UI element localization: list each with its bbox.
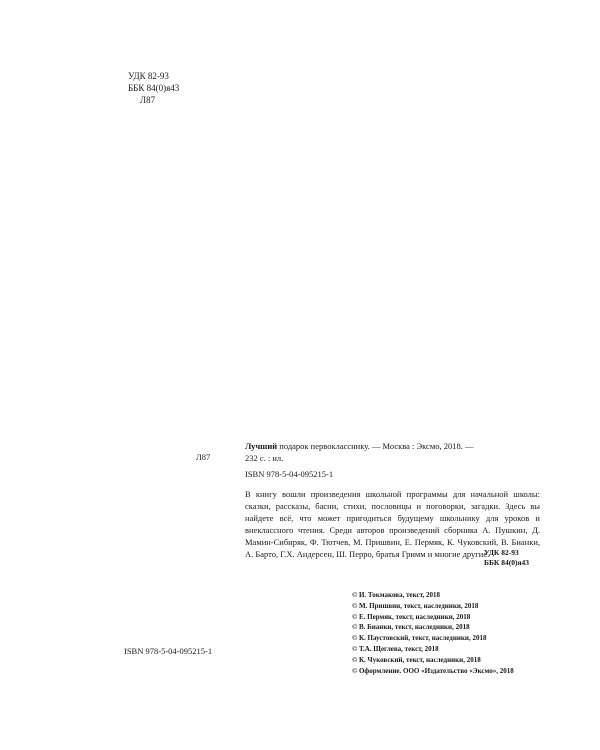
copyright-line: © В. Бианки, текст, наследники, 2018 — [352, 623, 470, 632]
pages: 232 с. : ил. — [245, 453, 284, 463]
copyright-list — [352, 590, 552, 676]
isbn-bottom: ISBN 978-5-04-095215-1 — [124, 646, 213, 656]
bbk-code: ББК 84(0)я43 — [128, 83, 180, 93]
top-classification-codes — [128, 70, 179, 106]
isbn: ISBN 978-5-04-095215-1 — [245, 469, 334, 479]
copyright-line: © Е. Пермяк, текст, наследники, 2018 — [352, 612, 471, 621]
copyright-line: © М. Пришвин, текст, наследники, 2018 — [352, 601, 479, 610]
right-classification-codes — [484, 548, 529, 568]
author-mark: Л87 — [140, 95, 156, 105]
copyright-line: © И. Токмакова, текст, 2018 — [352, 591, 441, 599]
right-udk: УДК 82-93 — [484, 548, 519, 557]
annotation: В книгу вошли произведения школьной программы для начальной школы: сказки, рассказы, басни, стихи, пословицы и поговорки, загадки. Здесь вы найдете всё, что может пригодиться будущему школьнику для уроков и внеклассного чтения. Среди авторов произведений сборника А. Пушкин, Д. Мамин-Сибиряк, Ф. Тютчев, М. Пришвин, Е. Пермяк, К. Чуковский, В. Бианки, А. Барто, Г.Х. Андерсен, Ш. Перро, братья Гримм и многие другие. — [245, 489, 540, 559]
bibliographic-record — [245, 440, 540, 560]
title-rest: подарок первокласснику. — Москва : Эксмо, 2018. — — [279, 441, 474, 451]
copyright-line: © Оформление. ООО «Издательство «Эксмо», 2018 — [352, 666, 514, 675]
title-bold: Лучший — [245, 441, 278, 451]
right-bbk: ББК 84(0)я43 — [484, 558, 530, 567]
copyright-line: © Т.А. Щеглева, текст, 2018 — [352, 644, 439, 653]
book-code: Л87 — [196, 452, 211, 462]
udk-code: УДК 82-93 — [128, 71, 169, 81]
title-line — [245, 440, 540, 452]
copyright-line: © К. Паустовский, текст, наследники, 2018 — [352, 634, 487, 643]
copyright-line: © К. Чуковский, текст, наследники, 2018 — [352, 655, 481, 664]
